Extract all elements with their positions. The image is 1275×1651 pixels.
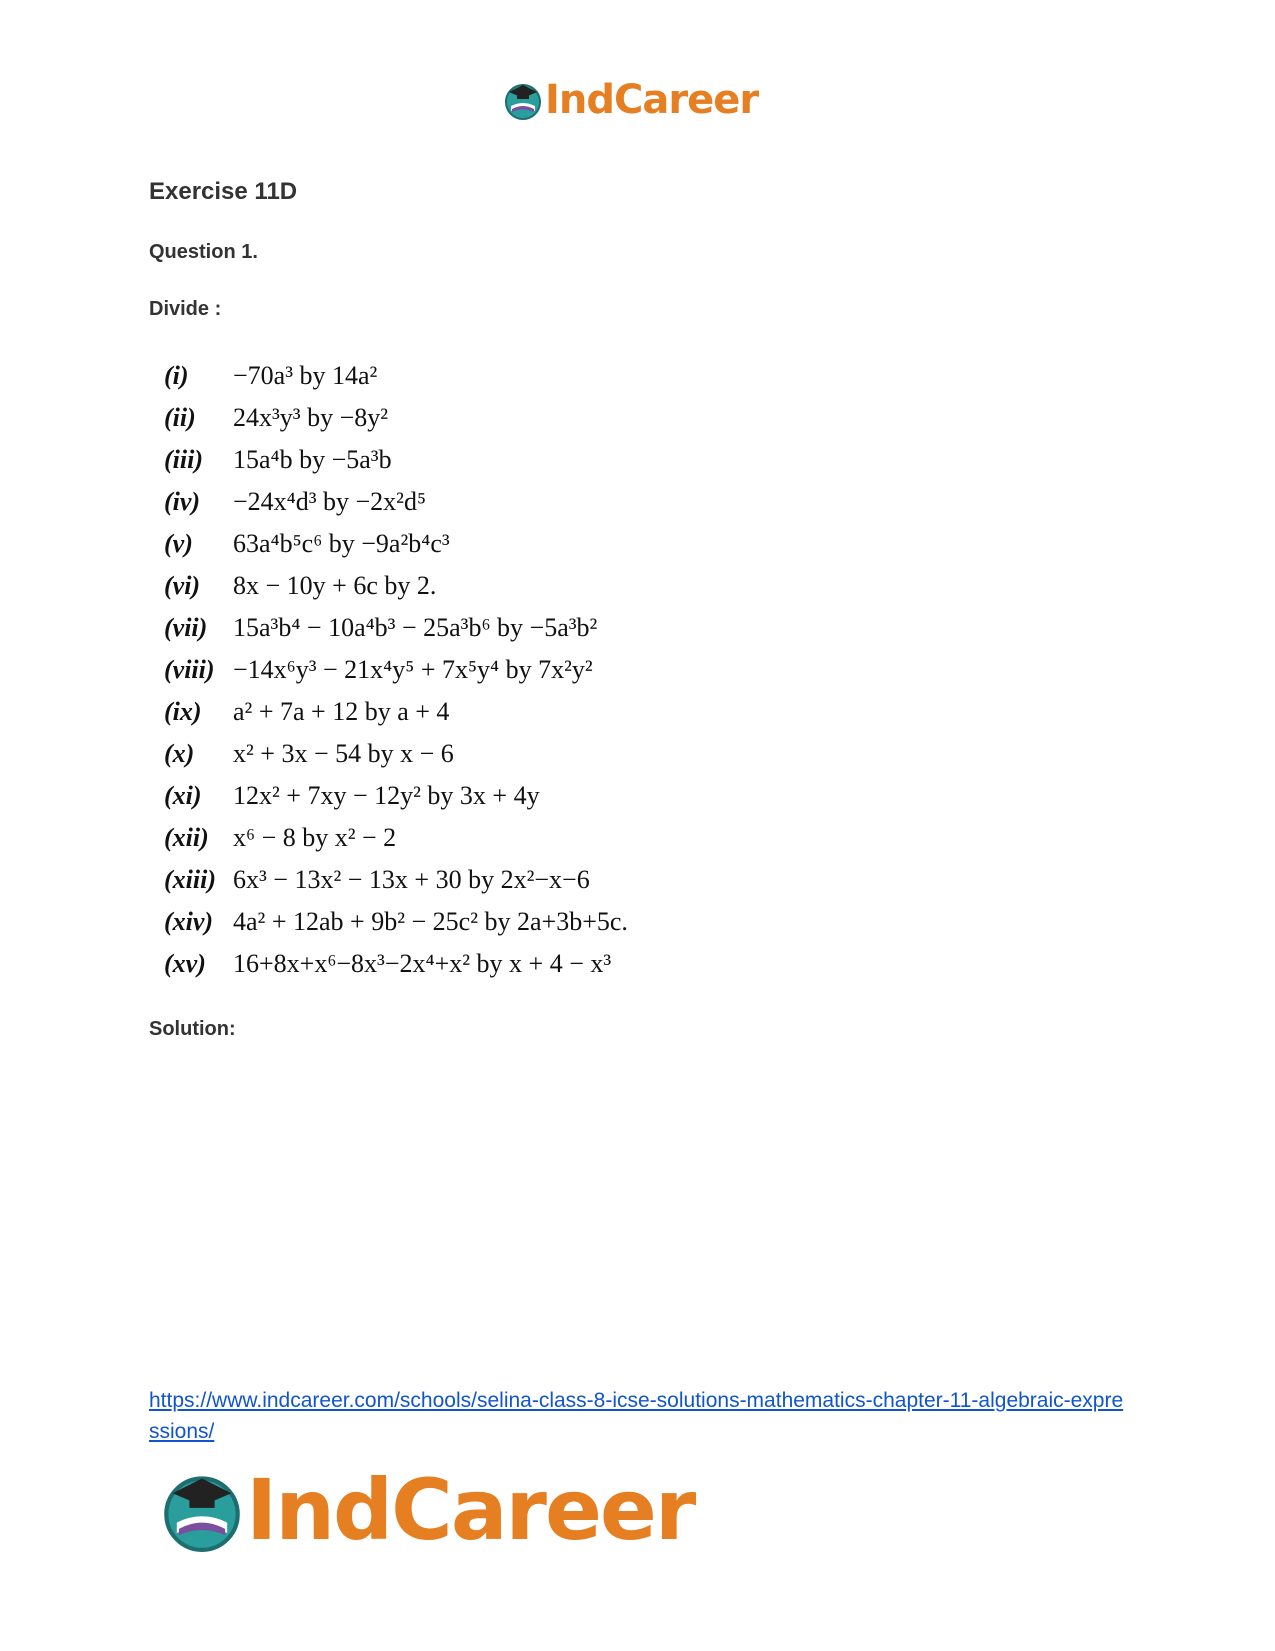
list-item (164, 943, 628, 985)
graduation-globe-icon (160, 1468, 244, 1552)
item-expression: 15a³b⁴ − 10a⁴b³ − 25a³b⁶ by −5a³b² (233, 613, 598, 642)
item-number: (xii) (164, 823, 209, 852)
item-expression: 12x² + 7xy − 12y² by 3x + 4y (233, 781, 540, 810)
graduation-globe-icon (503, 80, 543, 120)
item-expression: −70a³ by 14a² (233, 361, 378, 390)
list-item (164, 565, 628, 607)
item-expression: 63a⁴b⁵c⁶ by −9a²b⁴c³ (233, 529, 450, 558)
item-number: (iii) (164, 445, 203, 474)
brand-logo-footer (160, 1461, 695, 1559)
item-number: (vi) (164, 571, 201, 600)
item-expression: x² + 3x − 54 by x − 6 (233, 739, 454, 768)
list-item (164, 859, 628, 901)
list-item (164, 523, 628, 565)
item-number: (viii) (164, 655, 215, 684)
item-expression: −24x⁴d³ by −2x²d⁵ (233, 487, 427, 516)
item-number: (x) (164, 739, 195, 768)
exercise-title: Exercise 11D (149, 178, 298, 205)
item-number: (v) (164, 529, 193, 558)
item-expression: 4a² + 12ab + 9b² − 25c² by 2a+3b+5c. (233, 907, 628, 936)
list-item (164, 439, 628, 481)
item-expression: a² + 7a + 12 by a + 4 (233, 697, 450, 726)
item-expression: 8x − 10y + 6c by 2. (233, 571, 437, 600)
brand-logo-header (503, 77, 759, 123)
item-number: (xiv) (164, 907, 214, 936)
item-expression: 16+8x+x⁶−8x³−2x⁴+x² by x + 4 − x³ (233, 949, 612, 978)
item-expression: 24x³y³ by −8y² (233, 403, 389, 432)
item-number: (i) (164, 361, 189, 390)
item-expression: x⁶ − 8 by x² − 2 (233, 823, 397, 852)
item-number: (xi) (164, 781, 202, 810)
source-link[interactable]: https://www.indcareer.com/schools/selina-class-8-icse-solutions-mathematics-chapter-11-algebraic-expressions/ (149, 1389, 1124, 1443)
item-number: (xiii) (164, 865, 216, 894)
brand-logo-text: IndCareer (246, 1461, 695, 1559)
item-number: (vii) (164, 613, 208, 642)
item-number: (ix) (164, 697, 202, 726)
solution-label: Solution: (149, 1018, 236, 1040)
list-item (164, 355, 628, 397)
list-item (164, 397, 628, 439)
item-number: (ii) (164, 403, 196, 432)
list-item (164, 901, 628, 943)
item-number: (xv) (164, 949, 206, 978)
list-item (164, 733, 628, 775)
list-item (164, 607, 628, 649)
question-list (164, 355, 628, 985)
list-item (164, 649, 628, 691)
list-item (164, 817, 628, 859)
item-expression: 15a⁴b by −5a³b (233, 445, 392, 474)
item-expression: −14x⁶y³ − 21x⁴y⁵ + 7x⁵y⁴ by 7x²y² (233, 655, 593, 684)
list-item (164, 775, 628, 817)
item-number: (iv) (164, 487, 201, 516)
brand-logo-text: IndCareer (545, 77, 759, 123)
list-item (164, 691, 628, 733)
list-item (164, 481, 628, 523)
item-expression: 6x³ − 13x² − 13x + 30 by 2x²−x−6 (233, 865, 590, 894)
question-label: Question 1. (149, 241, 258, 263)
divide-label: Divide : (149, 298, 222, 320)
